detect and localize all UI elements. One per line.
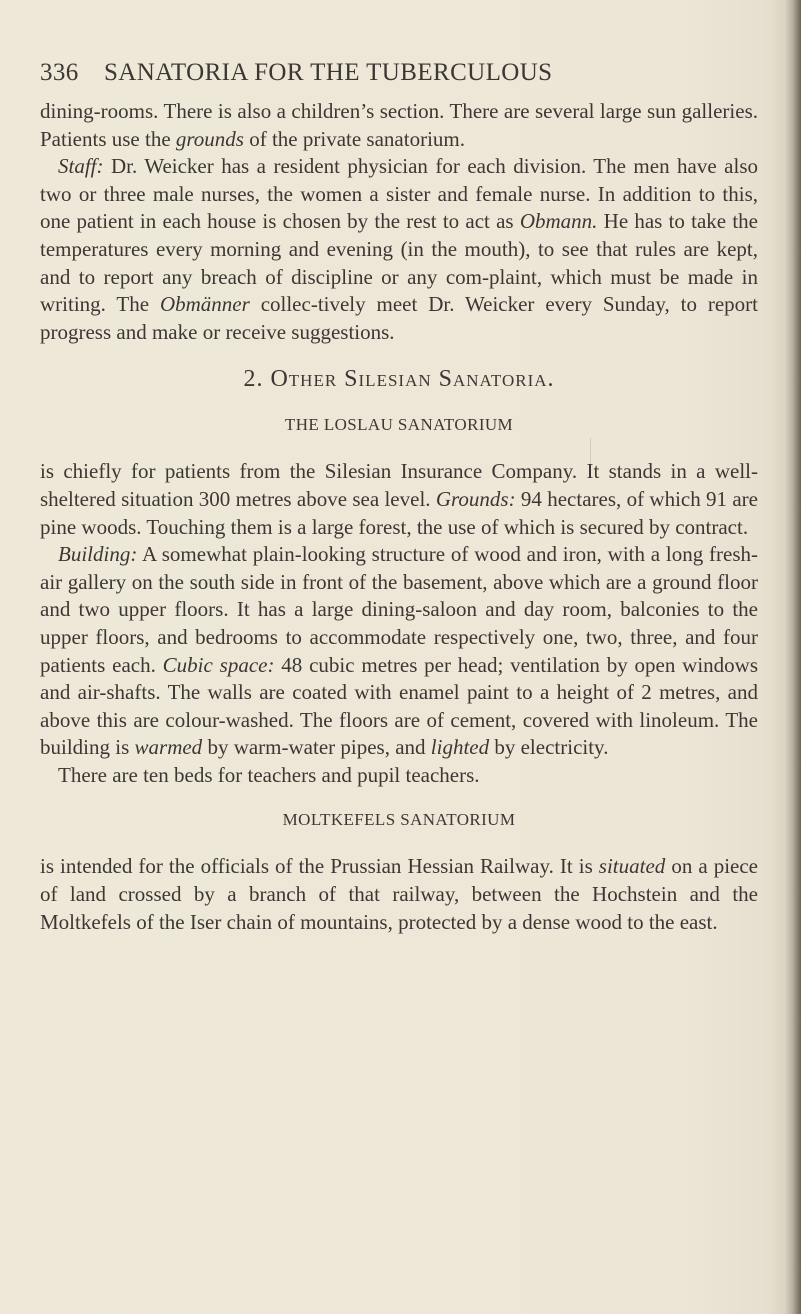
italic-term: lighted bbox=[430, 735, 490, 760]
paragraph-segment: 94 hectares, of which 91 are pine woods. Touching them is a large forest, the use of which is secured by contract. bbox=[40, 486, 758, 539]
paragraph-segment: A somewhat plain-looking structure of wood and iron, with a long fresh-air gallery on the south side in front of the basement, above which are a ground floor and two upper floors. It has a large dining-saloon and day room, balconies to the upper floors, and bedrooms to accommodate respectively one, two, three, and four patients each. bbox=[40, 542, 758, 677]
italic-term: warmed bbox=[134, 735, 203, 760]
paragraph-segment: by warm-water pipes, and bbox=[202, 735, 431, 760]
paragraph-building bbox=[40, 541, 758, 762]
paragraph-segment: on a piece of land crossed by a branch of that railway, between the Hochstein and the Moltkefels of the Iser chain of mountains, protected by a dense wood to the east. bbox=[40, 854, 758, 934]
running-head bbox=[40, 58, 758, 88]
paragraph-segment: is intended for the officials of the Prussian Hessian Railway. It is bbox=[40, 854, 599, 879]
running-title: SANATORIA FOR THE TUBERCULOUS bbox=[104, 59, 553, 86]
subheading-moltkefels: MOLTKEFELS SANATORIUM bbox=[282, 810, 516, 830]
italic-term: grounds bbox=[175, 126, 244, 151]
paragraph-segment: by electricity. bbox=[489, 735, 609, 760]
paragraph-beds bbox=[40, 762, 758, 790]
paragraph-segment: He has to take the temperatures every morning and evening (in the mouth), to see that rules are kept, and to report any breach of discipline or any com-plaint, which must be made in writing. The bbox=[40, 209, 759, 317]
page-edge-shadow bbox=[785, 0, 801, 1314]
paragraph-segment: collec-tively meet Dr. Weicker every Sunday, to report progress and make or receive suggestions. bbox=[40, 292, 758, 344]
paragraph-segment: Dr. Weicker has a resident physician for each division. The men have also two or three male nurses, the women a sister and female nurse. In addition to this, one patient in each house is chosen by the rest to act as bbox=[40, 154, 758, 234]
paragraph-segment: of the private sanatorium. bbox=[243, 126, 465, 151]
italic-term: Obmänner bbox=[159, 292, 250, 317]
italic-term: situated bbox=[598, 854, 666, 879]
italic-term: Building: bbox=[58, 542, 138, 567]
paragraph-moltkefels bbox=[40, 853, 758, 936]
page-text-block bbox=[40, 58, 758, 936]
section-heading: 2. Other Silesian Sanatoria. bbox=[243, 366, 555, 393]
paragraph-dining-rooms bbox=[40, 98, 758, 153]
paragraph-staff bbox=[40, 153, 758, 346]
italic-term: Obmann. bbox=[519, 209, 598, 234]
italic-term: Cubic space: bbox=[162, 652, 275, 677]
paragraph-segment: is chiefly for patients from the Silesian Insurance Company. It stands in a well-sheltered situation 300 metres above sea level. bbox=[40, 459, 758, 511]
paragraph-segment: dining-rooms. There is also a children’s section. There are several large sun galleries. Patients use the bbox=[40, 99, 758, 151]
page-number: 336 bbox=[40, 59, 79, 86]
subheading-loslau: THE LOSLAU SANATORIUM bbox=[284, 415, 514, 435]
italic-term: Grounds: bbox=[435, 486, 516, 511]
paragraph-segment: 48 cubic metres per head; ventilation by open windows and air-shafts. The walls are coated with enamel paint to a height of 2 metres, and above this are colour-washed. The floors are of cement, covered with linoleum. The building is bbox=[40, 652, 759, 760]
italic-term: Staff: bbox=[58, 154, 104, 179]
paragraph-segment: There are ten beds for teachers and pupil teachers. bbox=[58, 762, 480, 787]
paragraph-loslau-intro bbox=[40, 458, 758, 541]
